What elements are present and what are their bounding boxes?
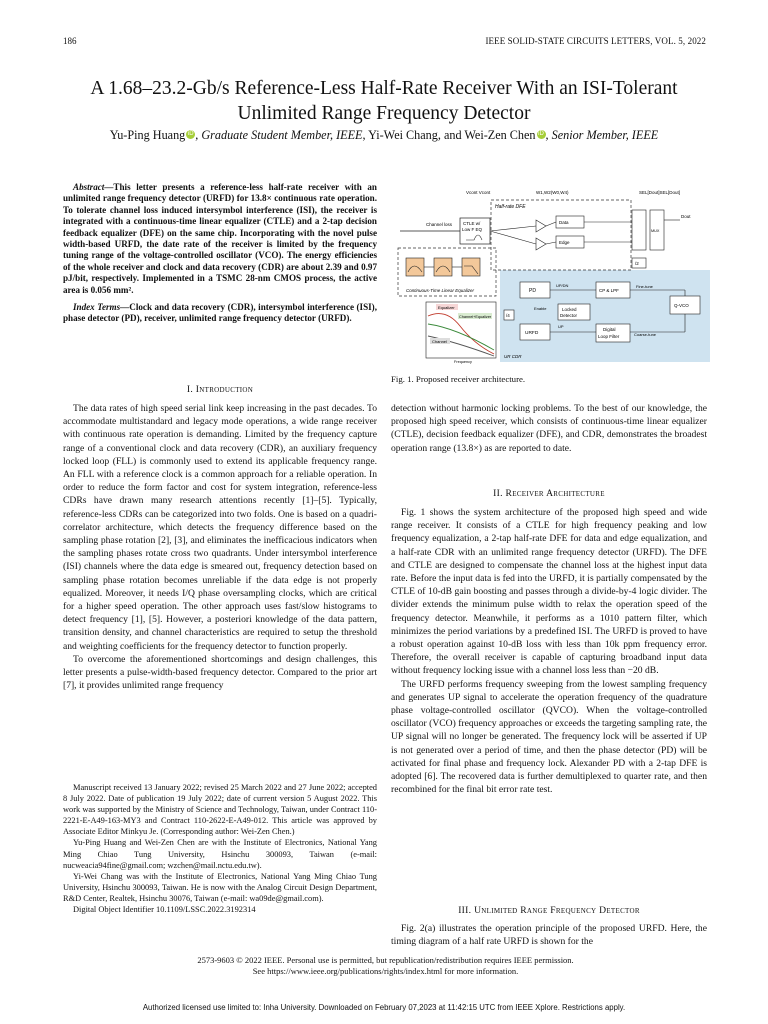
qvco-label: Q-VCO [674,303,689,308]
section-3-body [391,922,707,948]
wire [490,226,536,231]
locked-label: Locked [562,307,577,312]
index-terms-text: Clock and data recovery (CDR), intersymbol interference (ISI), phase detector (PD), receiver, unlimited range frequency detector (URFD). [63,302,377,324]
urfd-label: URFD [525,331,539,336]
paper-title [40,76,728,126]
div2-label: /2 [635,261,639,266]
ctle-stage-2 [434,258,452,276]
author-1-role: , Graduate Student Member, IEEE [195,128,363,142]
channel-eq-label: Channel+Equalizer [459,315,492,319]
author-3-role: , Senior Member, IEEE [545,128,659,142]
mux-label: MUX [651,229,660,233]
wire [490,231,536,244]
author-2-3: , Yi-Wei Chang, and Wei-Zen Chen [362,128,536,142]
section-1-number: I. [186,384,196,395]
data-label: Data [559,220,569,225]
page-number: 186 [63,36,77,46]
equalizer-label: Equalizer [438,305,455,310]
section-2-title: Receiver Architecture [505,488,605,499]
copyright-line-1: 2573-9603 © 2022 IEEE. Personal use is permitted, but republication/redistribution requires IEEE permission. [197,955,574,965]
receiver-architecture-diagram [396,186,712,364]
ctle-detail-label: Continuous-Time Linear Equalizer [406,288,474,293]
edge-label: Edge [559,240,570,245]
section-2-body [391,506,707,796]
fine-tune-label: Fine-tune [636,284,653,289]
wire [546,242,556,244]
section-3-heading [391,905,707,916]
dout-label: Dout [681,214,691,219]
paragraph: The URFD performs frequency sweeping from the lowest sampling frequency and generates UP signal to accelerate the operation frequency of the quadrature phase voltage-controlled oscillator (QVCO). When the voltage-controlled oscillator (VCO) frequency approaches or exceeds the targeting sampling rate, the UP signal will no longer be generated. The frequency lock will be asserted if UP is not generated over a period of time, and then the phase detector (PD) will be activated for final phase and frequency lock. Alexander PD with a 2-tap DFE is adopted [6]. The recovered data is further demultiplexed to quarter rate, and then recombined for the final bit error rate test. [391,678,707,796]
wire [546,222,556,226]
paragraph: Fig. 2(a) illustrates the operation principle of the proposed URFD. Here, the timing diagram of a half rate URFD is shown for the [391,923,707,948]
digital-label: Digital [603,327,616,332]
index-terms-label: Index Terms— [73,302,130,313]
section-1-title: Introduction [195,384,254,395]
section-1-body [63,402,377,692]
ctle-stage-1 [406,258,424,276]
author-list [40,127,728,143]
paragraph: The data rates of high speed serial link keep increasing in the past decades. To accommodate multistandard and legacy mode operations, a wide range receiver with continuous rate operation is demanding. Limited by the frequency capture range of a conventional clock and data recovery (CDR), an auxiliary frequency locked loop (FLL) is commonly used to extend its applicable frequency range. An FLL with a reference clock is a common approach for a reliable operation. In order to reduce the form factor and cost for system integration, reference-less CDRs have drawn many research attentions recently [1]–[5]. Typically, reference-less CDRs can be categorized into two folds. One is based on a quadri-correlator architecture, which detects the frequency difference based on the sampling phase rotation [2], [3], and eliminates the inefficacious indicators when the sampling phases rotate cross two quadrants. Under intersymbol interference (ISI) channels where the data edge is smeared out, frequency detection based on sampling phase rotation becomes unreliable if the data edge is not properly equalized. Moreover, it needs I/Q phase oversampling clocks, which are critical for a higher speed operation. The other approach uses fast/slow histograms to detect frequency [1], [5]. However, a posteriori knowledge of the data pattern, transition density, and channel characteristics are required to setup the threshold and weighting coefficients for the frequency detector to function properly. [63,403,377,652]
paragraph: detection without harmonic locking problems. To the best of our knowledge, the proposed high speed receiver, which consists of continuous-time linear equalizer (CTLE), decision feedback equalizer (DFE), and CDR, demonstrates the broadest operation range (13.8×) as are reported to date. [391,403,707,454]
div4-label: /4 [506,313,510,318]
frequency-label: Frequency [454,360,472,364]
cp-label: CP & LPF [599,288,619,293]
ctle-label-2: Low F EQ [462,227,483,232]
pd-label: PD [529,288,536,294]
figure-1-caption: Fig. 1. Proposed receiver architecture. [391,374,526,384]
loop-filter-label: Loop Filter [598,334,620,339]
footnote: Manuscript received 13 January 2022; revised 25 March 2022 and 27 June 2022; accepted 8 July 2022. Date of publication 19 July 2022; date of current version 5 August 2022. This work was supported by the Ministry of Science and Technology, Taiwan, under Contract 110-2221-E-A49-163-MY3 and Contract 110-2622-E-A49-012. This article was approved by Associate Editor Minkyu Je. (Corresponding author: Wei-Zen Chen.) [63,783,377,837]
channel-loss-label: Channel loss [426,222,453,227]
orcid-icon[interactable]: iD [187,131,194,137]
up-label: UP [558,324,564,329]
section-3-number: III. [458,905,475,916]
abstract-text: This letter presents a reference-less half-rate receiver with an unlimited range frequency detector (URFD) for 13.8× continuous rate operation. To tolerate channel loss induced intersymbol interference (ISI), the receiver is integrated with a continuous-time linear equalizer (CTLE) and a 2-tap decision feedback equalizer (DFE) on the same chip. Incorporating with the novel pulse width-based URFD, the date rate of the receiver is limited by the frequency tuning range of the voltage-controlled oscillator (VCO). The energy efficiencies of the whole receiver and clock and data recovery (CDR) are about 2.39 and 0.97 pJ/bit, respectively. Implemented in a TSMC 28-nm CMOS process, the active area is 0.056 mm². [63,182,377,295]
sel-label: SEL[Dout]SEL[Dout] [639,190,681,195]
paragraph: Fig. 1 shows the system architecture of the proposed high speed and wide range receiver. It consists of a CTLE for high frequency peaking and low frequency equalization, a 2-tap half-rate DFE for data and edge equalization, and a half-rate CDR with an unlimited range frequency detector (URFD). The DFE and CTLE are designed to compensate the channel loss at the highest input data rate. Before the input data is fed into the URFD, it is partially compensated by the CTLE of 10-dB gain boosting and passes through a divide-by-4 logic divider. The divider extends the minimum pulse width to relax the operation speed of the frequency detector. Meanwhile, it performs as a 1010 pattern filter, which minimizes the period variations by a predefined ISI. The URFD is proved to have a robust operation against 10-dB loss with less than 10k ppm frequency error. Therefore, the overall receiver is capable of capturing broadband input data without frequency locking issue with a channel loss less than −20 dB. [391,507,707,677]
author-1: Yu-Ping Huang [109,128,186,142]
channel-label: Channel [432,339,447,344]
ctle-label: CTLE w/ [463,221,481,226]
vref-label: Vcont Vcont [466,190,491,195]
authorized-use-notice: Authorized licensed use limited to: Inha University. Downloaded on February 07,2023 at 11:42:15 UTC from IEEE Xplore. Restrictions apply. [142,1003,626,1012]
coarse-tune-label: Coarse-tune [634,332,657,337]
footnotes [63,782,377,915]
section-1-heading [63,384,377,395]
paragraph: To overcome the aforementioned shortcomings and design challenges, this letter presents a pulse-width-based frequency detector. Compared to the prior art [7], it provides unlimited range frequency [63,653,377,692]
footnote: Digital Object Identifier 10.1109/LSSC.2022.3192314 [73,905,256,915]
summer-icon [536,220,546,232]
title-line-1: A 1.68–23.2-Gb/s Reference-Less Half-Rate Receiver With an ISI-Tolerant [90,78,678,99]
title-line-2: Unlimited Range Frequency Detector [237,103,531,124]
figure-1 [396,186,712,364]
dfe-region [491,200,631,270]
summer-icon [536,238,546,250]
footnote: Yi-Wei Chang was with the Institute of Electronics, National Yang Ming Chiao Tung University, Hsinchu 300093, Taiwan. He is now with the Analog Circuit Design Department, R&D Center, Realtek, Hsinchu 30076, Taiwan (e-mail: wa09de@gmail.com). [63,871,377,903]
dfe-label: Half-rate DFE [495,204,526,210]
right-column-intro [391,402,707,455]
updn-label: UP/DN [556,283,569,288]
copyright-notice [63,955,708,977]
section-2-heading [391,488,707,499]
orcid-icon[interactable]: iD [538,131,544,137]
section-2-number: II. [493,488,506,499]
section-3-title: Unlimited Range Frequency Detector [474,905,640,916]
journal-header: IEEE SOLID-STATE CIRCUITS LETTERS, VOL. 5, 2022 [485,36,706,46]
copyright-link[interactable]: See https://www.ieee.org/publications/rights/index.html for more information. [252,966,519,976]
abstract [63,182,377,325]
demux-block [632,210,646,250]
footnote: Yu-Ping Huang and Wei-Zen Chen are with the Institute of Electronics, National Yang Ming Chiao Tung University, Hsinchu 300093, Taiwan (e-mail: nucweacia94fine@gmail.com; wzchen@mail.nctu.edu.tw). [63,838,377,870]
detector-label: Detector [560,313,578,318]
abstract-label: Abstract— [73,182,114,192]
enable-label: Enable [534,306,547,311]
w-label: W1,W2(W0,W4) [536,190,569,195]
ur-cdr-label: UR CDR [504,354,522,359]
